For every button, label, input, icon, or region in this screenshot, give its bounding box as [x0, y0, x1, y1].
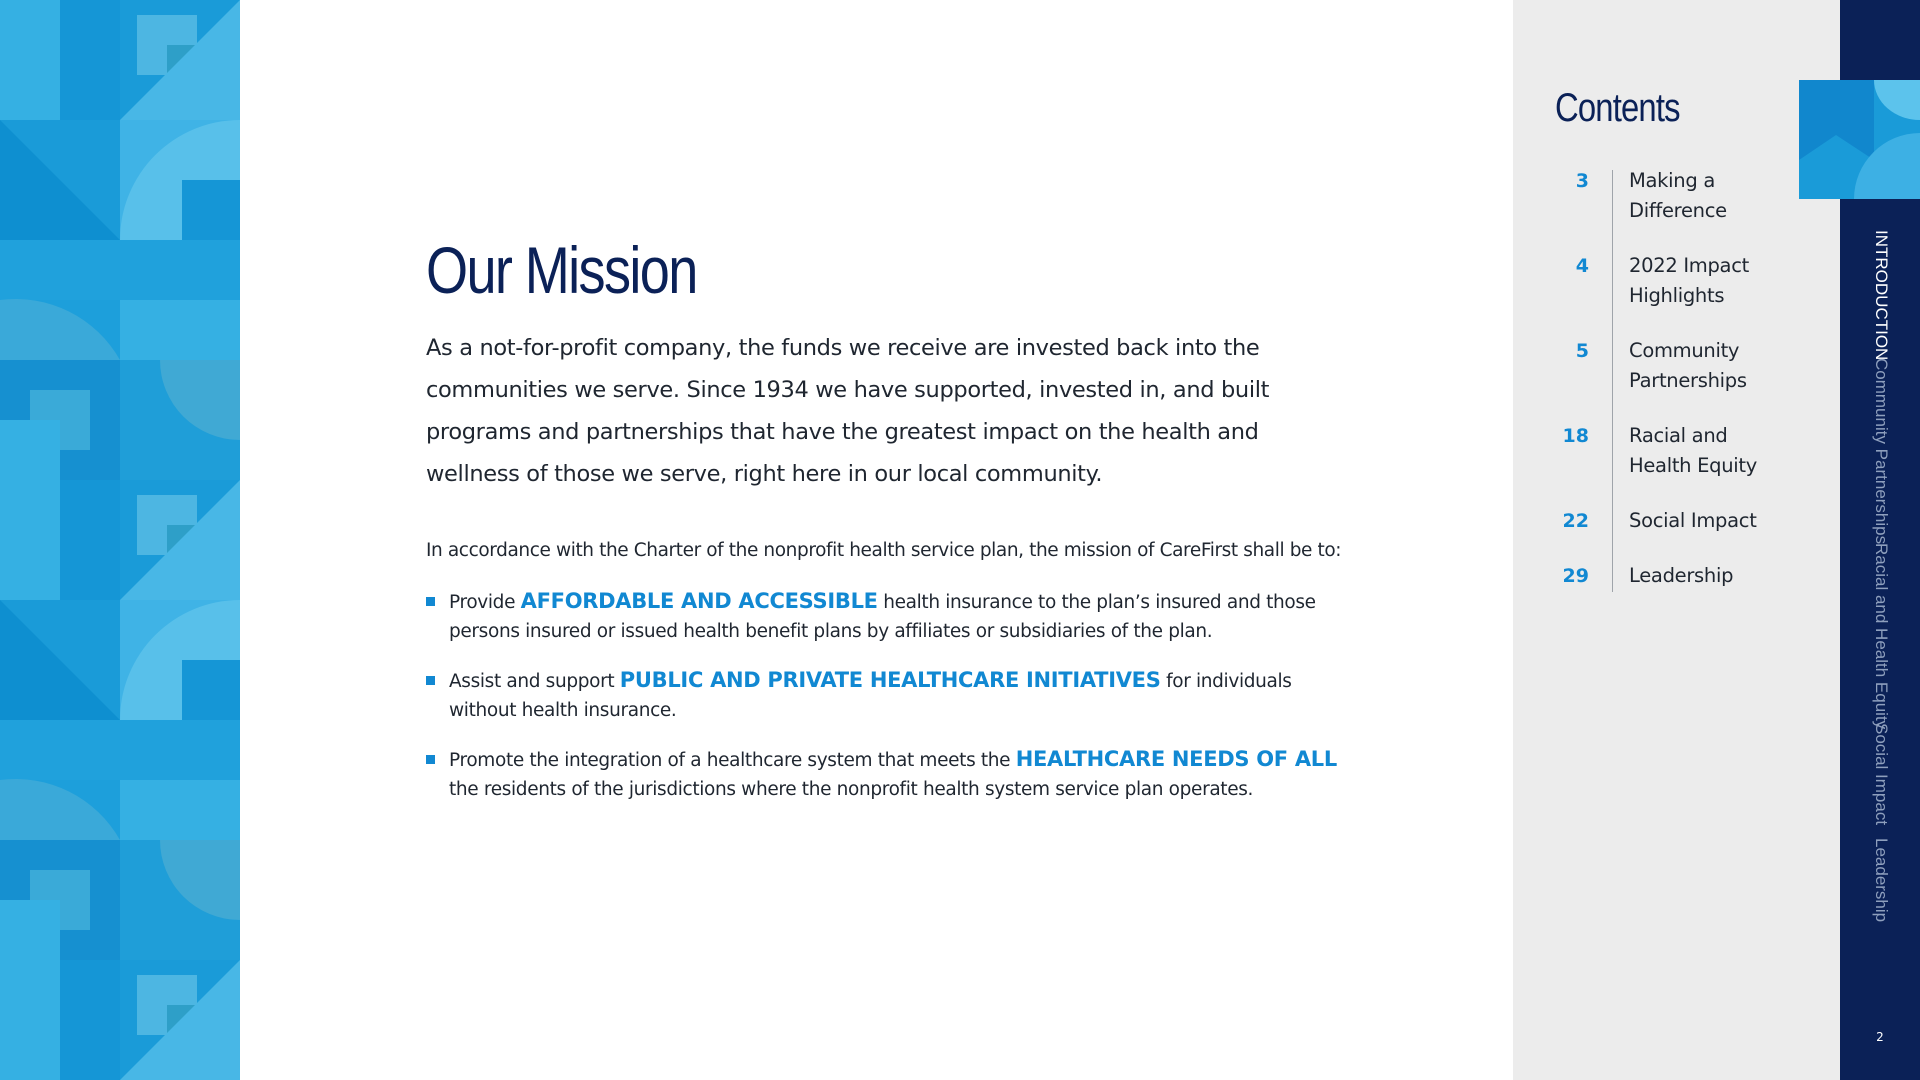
- toc-page-number: 22: [1562, 510, 1589, 532]
- mission-list: [426, 587, 1346, 804]
- mission-item-text-before: Assist and support: [449, 671, 620, 693]
- nav-introduction[interactable]: INTRODUCTION: [1872, 230, 1891, 361]
- mission-item-highlight: HEALTHCARE NEEDS OF ALL: [1015, 747, 1337, 772]
- square-bullet-icon: [426, 676, 435, 685]
- mission-item-needs: [426, 745, 1349, 804]
- mission-item-highlight: AFFORDABLE AND ACCESSIBLE: [520, 589, 878, 614]
- page-number: 2: [1876, 1030, 1884, 1044]
- toc-page-number: 29: [1562, 565, 1589, 587]
- mission-item-text-before: Promote the integration of a healthcare system that meets the: [449, 750, 1016, 772]
- mission-item-text-after: the residents of the jurisdictions where the nonprofit health system service plan operates.: [449, 779, 1254, 801]
- square-bullet-icon: [426, 755, 435, 764]
- square-bullet-icon: [426, 597, 435, 606]
- nav-social-impact[interactable]: Social Impact: [1872, 723, 1891, 826]
- charter-statement: In accordance with the Charter of the nonprofit health service plan, the mission of CareFirst shall be to:: [426, 540, 1342, 562]
- contents-title: Contents: [1555, 86, 1680, 130]
- page-title: Our Mission: [426, 233, 697, 307]
- mission-item-initiatives: [426, 666, 1349, 725]
- mission-item-affordable: [426, 587, 1349, 646]
- toc-page-number: 3: [1575, 170, 1589, 192]
- toc-item-impact-highlights[interactable]: [1555, 251, 1805, 311]
- toc-label: Making a Difference: [1629, 169, 1727, 222]
- toc-item-leadership[interactable]: [1555, 561, 1805, 591]
- toc-label: 2022 Impact Highlights: [1629, 254, 1749, 307]
- toc-item-making-a-difference[interactable]: [1555, 166, 1805, 226]
- nav-community-partnerships[interactable]: Community Partnerships: [1872, 358, 1891, 545]
- contents-list: [1555, 166, 1805, 616]
- nav-leadership[interactable]: Leadership: [1872, 838, 1891, 923]
- pattern-graphic: [0, 0, 240, 1080]
- mission-item-text-after: health insurance to the plan’s insured and those persons insured or issued health benefit plans by affiliates or subsidiaries of the plan.: [449, 592, 1316, 643]
- nav-racial-health-equity[interactable]: Racial and Health Equity: [1872, 543, 1891, 730]
- contents-panel: [1513, 0, 1840, 1080]
- toc-item-racial-health-equity[interactable]: [1555, 421, 1805, 481]
- toc-item-social-impact[interactable]: [1555, 506, 1805, 536]
- toc-label: Racial and Health Equity: [1629, 424, 1757, 477]
- toc-label: Community Partnerships: [1629, 339, 1747, 392]
- intro-paragraph: As a not-for-profit company, the funds we receive are invested back into the communities we serve. Since 1934 we have supported, invested in, and built programs and partnerships that have the greatest impact on the health and wellness of those we serve, right here in our local community.: [426, 335, 1270, 488]
- toc-label: Leadership: [1629, 564, 1734, 587]
- toc-page-number: 4: [1575, 255, 1589, 277]
- toc-label: Social Impact: [1629, 509, 1757, 532]
- toc-page-number: 5: [1575, 340, 1589, 362]
- toc-item-community-partnerships[interactable]: [1555, 336, 1805, 396]
- main-content: [426, 233, 1346, 824]
- toc-page-number: 18: [1562, 425, 1589, 447]
- mission-item-text-after: for individuals without health insurance.: [449, 671, 1292, 722]
- mission-item-highlight: PUBLIC AND PRIVATE HEALTHCARE INITIATIVES: [619, 668, 1161, 693]
- decorative-pattern: [0, 0, 240, 1080]
- mission-item-text-before: Provide: [449, 592, 521, 614]
- bookmark-icon: [1799, 80, 1920, 199]
